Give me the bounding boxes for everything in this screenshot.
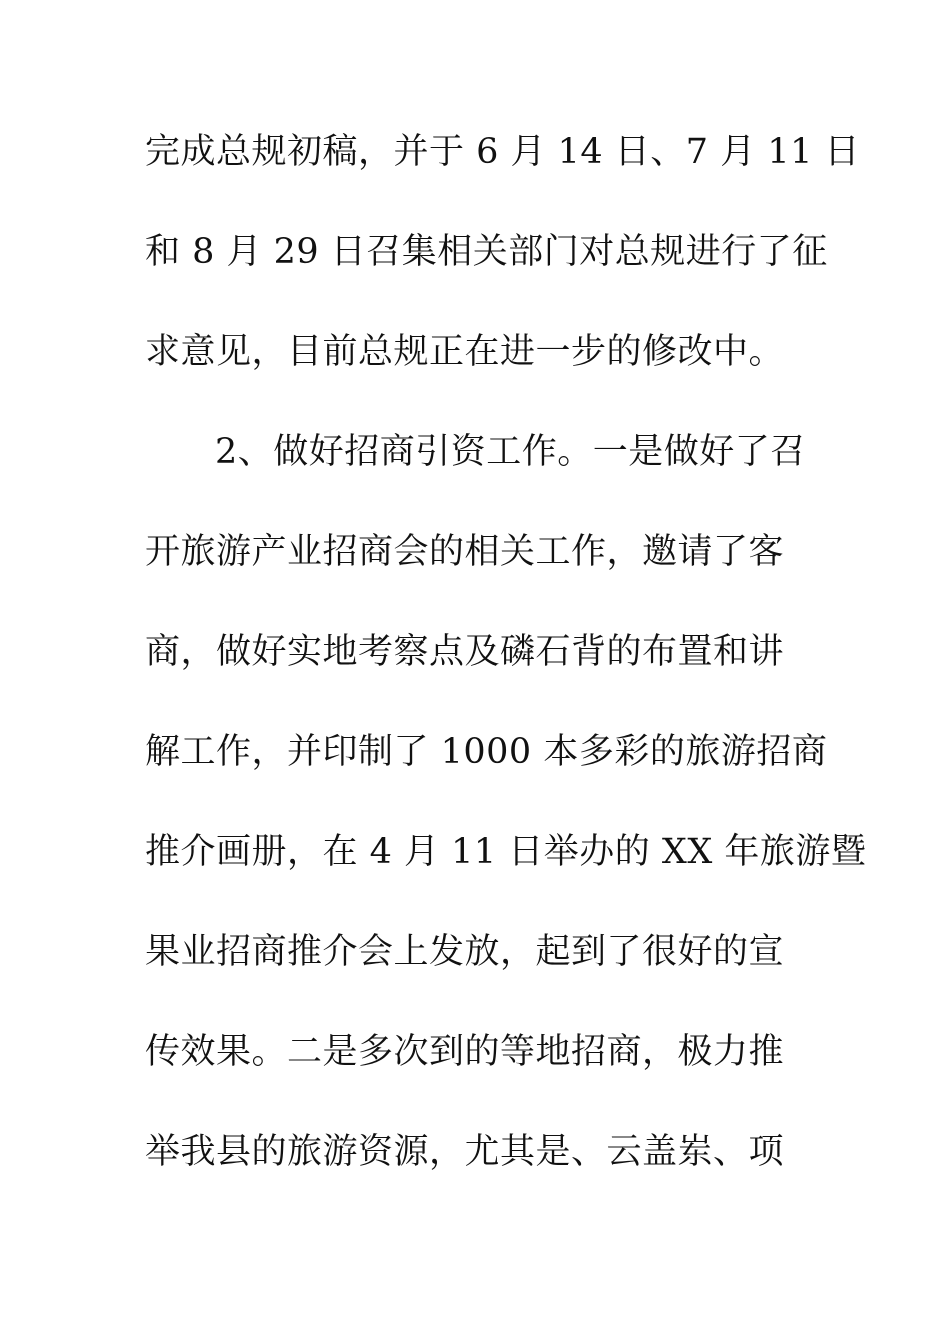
text-line: 传效果。二是多次到的等地招商，极力推 (145, 1032, 785, 1072)
text-line: 解工作，并印制了 1000 本多彩的旅游招商 (145, 732, 828, 772)
text-line: 推介画册，在 4 月 11 日举办的 XX 年旅游暨 (145, 832, 867, 872)
text-line: 果业招商推介会上发放，起到了很好的宣 (145, 932, 785, 972)
paragraph-start-line: 2、做好招商引资工作。一是做好了召 (215, 432, 806, 472)
text-line: 完成总规初稿，并于 6 月 14 日、7 月 11 日 (145, 132, 860, 172)
text-line: 举我县的旅游资源，尤其是、云盖岽、项 (145, 1132, 785, 1172)
text-line: 和 8 月 29 日召集相关部门对总规进行了征 (145, 232, 828, 272)
text-line: 开旅游产业招商会的相关工作，邀请了客 (145, 532, 785, 572)
text-line: 求意见，目前总规正在进一步的修改中。 (145, 332, 785, 372)
text-line: 商，做好实地考察点及磷石背的布置和讲 (145, 632, 785, 672)
